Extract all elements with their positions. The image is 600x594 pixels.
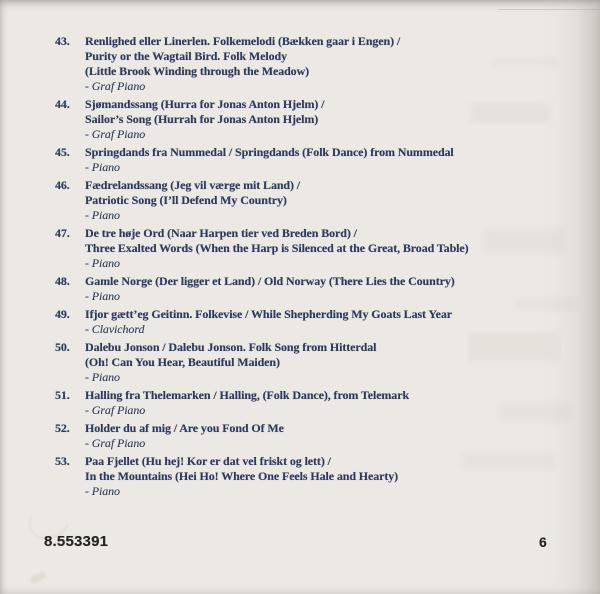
track-content — [85, 421, 284, 451]
track-title-line: Gamle Norge (Der ligger et Land) / Old Norway (There Lies the Country) — [85, 274, 455, 288]
track-instrument: - Piano — [85, 208, 120, 222]
track-title-line: Patriotic Song (I’ll Defend My Country) — [85, 193, 287, 207]
track-list — [55, 34, 469, 502]
track-number: 49. — [55, 307, 70, 321]
scan-smudge — [29, 571, 46, 585]
page-showthrough — [468, 332, 560, 362]
track-number: 50. — [55, 340, 70, 354]
track-number: 48. — [55, 274, 70, 288]
track-content — [85, 454, 398, 499]
track-instrument: - Piano — [85, 370, 120, 384]
track-number: 52. — [55, 421, 70, 435]
track-content — [85, 388, 409, 418]
track-content — [85, 34, 400, 94]
page-number: 6 — [539, 534, 547, 550]
track-title-line: Purity or the Wagtail Bird. Folk Melody — [85, 49, 287, 63]
track-title-line: Ifjor gætt’eg Geitinn. Folkevise / While Shepherding My Goats Last Year — [85, 307, 452, 321]
track-content — [85, 226, 469, 271]
track-item — [55, 421, 469, 451]
page-showthrough — [470, 103, 550, 123]
track-instrument: - Graf Piano — [85, 436, 146, 450]
track-title-line: Renlighed eller Linerlen. Folkemelodi (Bækken gaar i Engen) / — [85, 34, 401, 48]
track-content — [85, 178, 300, 223]
track-number: 44. — [55, 97, 70, 111]
track-instrument: - Piano — [85, 289, 120, 303]
track-title-line: Dalebu Jonson / Dalebu Jonson. Folk Song from Hitterdal — [85, 340, 377, 354]
page-showthrough — [482, 228, 566, 254]
track-instrument: - Piano — [85, 256, 120, 270]
track-title-line: Fædrelandssang (Jeg vil værge mit Land) / — [85, 178, 301, 192]
track-item — [55, 454, 469, 499]
track-title-line: Springdands fra Nummedal / Springdands (Folk Dance) from Nummedal — [85, 145, 454, 159]
track-number: 46. — [55, 178, 70, 192]
page-showthrough — [498, 402, 570, 422]
track-number: 51. — [55, 388, 70, 402]
track-item — [55, 97, 469, 142]
page-showthrough — [492, 58, 558, 67]
track-instrument: - Piano — [85, 160, 120, 174]
track-item — [55, 178, 469, 223]
track-title-line: Halling fra Thelemarken / Halling, (Folk Dance), from Telemark — [85, 388, 410, 402]
track-item — [55, 307, 469, 337]
track-item — [55, 34, 469, 94]
track-number: 53. — [55, 454, 70, 468]
page-showthrough — [462, 452, 554, 470]
track-item — [55, 340, 469, 385]
track-title-line: Sjømandssang (Hurra for Jonas Anton Hjelm) / — [85, 97, 325, 111]
track-title-line: De tre høje Ord (Naar Harpen tier ved Breden Bord) / — [85, 226, 357, 240]
track-content — [85, 97, 324, 142]
track-instrument: - Graf Piano — [85, 79, 146, 93]
track-number: 43. — [55, 34, 70, 48]
track-item — [55, 226, 469, 271]
track-number: 45. — [55, 145, 70, 159]
track-content — [85, 307, 452, 337]
track-content — [85, 274, 455, 304]
track-instrument: - Graf Piano — [85, 403, 146, 417]
track-item — [55, 388, 469, 418]
track-title-line: Sailor’s Song (Hurrah for Jonas Anton Hjelm) — [85, 112, 319, 126]
track-instrument: - Graf Piano — [85, 127, 146, 141]
page-showthrough — [515, 298, 575, 310]
catalog-number: 8.553391 — [44, 533, 109, 550]
track-instrument: - Piano — [85, 484, 120, 498]
track-title-line: Paa Fjellet (Hu hej! Kor er dat vel friskt og lett) / — [85, 454, 331, 468]
track-title-line: Three Exalted Words (When the Harp is Silenced at the Great, Broad Table) — [85, 241, 469, 255]
track-title-line: (Little Brook Winding through the Meadow) — [85, 64, 310, 78]
track-item — [55, 145, 469, 175]
track-content — [85, 340, 376, 385]
track-title-line: In the Mountains (Hei Ho! Where One Feels Hale and Hearty) — [85, 469, 399, 483]
track-content — [85, 145, 454, 175]
track-instrument: - Clavichord — [85, 322, 145, 336]
track-title-line: (Oh! Can You Hear, Beautiful Maiden) — [85, 355, 280, 369]
track-item — [55, 274, 469, 304]
track-title-line: Holder du af mig / Are you Fond Of Me — [85, 421, 284, 435]
scan-artifact-line — [498, 9, 600, 10]
track-number: 47. — [55, 226, 70, 240]
